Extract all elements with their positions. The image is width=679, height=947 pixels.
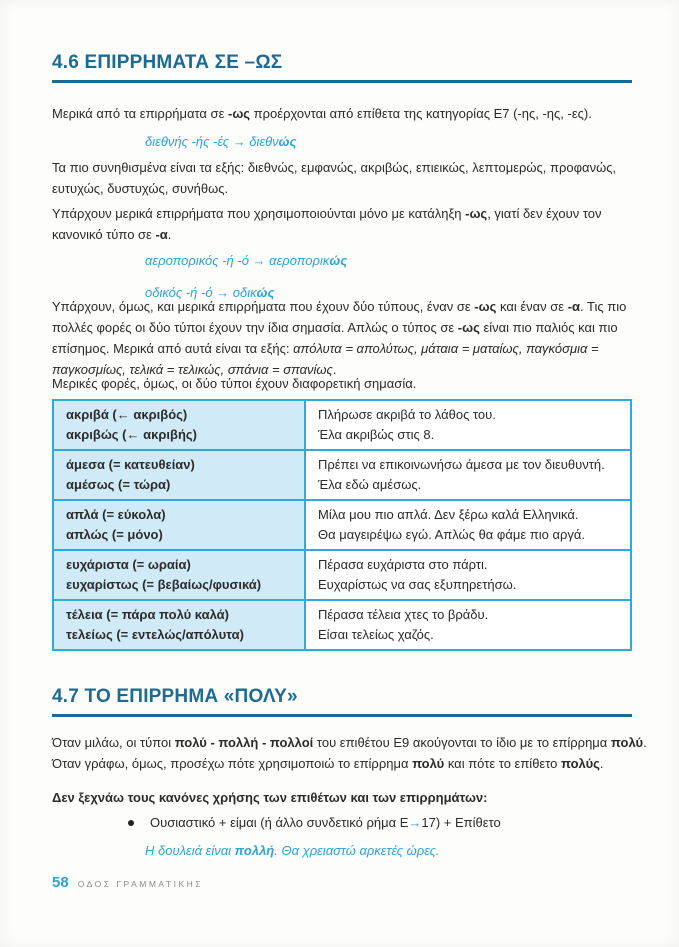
para-different-meaning	[52, 373, 634, 394]
text-segment: -α	[155, 227, 168, 242]
table-row	[53, 400, 631, 450]
text-segment: πολύ	[610, 735, 644, 750]
text-segment: .	[599, 756, 604, 771]
table-row	[53, 600, 631, 650]
example-sentences-cell	[305, 550, 631, 600]
table-row	[53, 500, 631, 550]
example-diethnos	[145, 131, 679, 152]
text-segment: . Θα χρειαστώ αρκετές ώρες.	[274, 843, 440, 858]
text-segment: Μερικές φορές, όμως, οι δύο τύποι έχουν διαφορετική σημασία.	[52, 376, 417, 391]
table-row	[53, 450, 631, 500]
para-common-adverbs	[52, 157, 634, 199]
text-segment: .	[332, 362, 337, 377]
cell-line: Έλα εδώ αμέσως.	[318, 477, 422, 492]
text-segment: πολύ - πολλή - πολλοί	[174, 735, 314, 750]
adverb-forms-cell	[53, 450, 305, 500]
text-segment: απόλυτα = απολύτως, μάταια = ματαίως, παγκόσμια = παγκοσμίως, τελικά = τελικώς, σπάνια = σπανίως	[52, 341, 599, 377]
text-segment: →	[408, 815, 422, 830]
text-segment: Ουσιαστικό + είμαι (ή άλλο συνδετικό ρήμα Ε	[150, 815, 409, 830]
rules-heading: Δεν ξεχνάω τους κανόνες χρήσης των επιθέτων και των επιρρημάτων:	[52, 790, 488, 805]
text-segment: και πότε το επίθετο	[444, 756, 562, 771]
rule-bullet-item	[52, 812, 634, 833]
text-segment: -ως	[474, 299, 497, 314]
section-47-title: 4.7 ΤΟ ΕΠΙΡΡΗΜΑ «ΠΟΛΥ»	[52, 686, 298, 707]
table-row	[53, 550, 631, 600]
cell-line: ευχαρίστως (= βεβαίως/φυσικά)	[66, 577, 262, 592]
example-sentences-cell	[305, 450, 631, 500]
cell-line: απλώς (= μόνο)	[66, 527, 163, 542]
cell-line: Μίλα μου πιο απλά. Δεν ξέρω καλά Ελληνικά.	[318, 507, 579, 522]
rule-bullet-text	[150, 812, 501, 833]
text-segment: -α	[567, 299, 581, 314]
cell-line: Είσαι τελείως χαζός.	[318, 627, 434, 642]
text-segment: Όταν γράφω, όμως, προσέχω πότε χρησιμοποιώ το επίρρημα	[52, 756, 413, 771]
adverb-forms-cell	[53, 600, 305, 650]
adverb-forms-cell	[53, 550, 305, 600]
text-segment: Τα πιο συνηθισμένα είναι τα εξής: διεθνώς, εμφανώς, ακριβώς, επιεικώς, λεπτομερώς, προφανώς, ευτυχώς, δυστυχώς, συνήθως.	[52, 160, 617, 196]
example-sentences-cell	[305, 500, 631, 550]
cell-line: ακριβώς (← ακριβής)	[66, 427, 197, 442]
adverb-forms-cell	[53, 500, 305, 550]
cell-line: Έλα ακριβώς στις 8.	[318, 427, 435, 442]
text-segment: -ως	[465, 206, 488, 221]
book-title: ΟΔΟΣ ΓΡΑΜΜΑΤΙΚΗΣ	[77, 879, 204, 889]
cell-line: αμέσως (= τώρα)	[66, 477, 171, 492]
text-segment: -ως	[457, 320, 480, 335]
text-segment: .	[643, 735, 647, 750]
text-segment: διεθνής -ής -ές → διεθν	[145, 134, 279, 149]
text-segment: είναι πιο παλιός και πιο επίσημος. Μερικά από αυτά είναι τα εξής:	[52, 320, 618, 356]
text-segment: ώς	[256, 285, 275, 300]
text-segment: Όταν μιλάω, οι τύποι	[52, 735, 175, 750]
text-segment: Υπάρχουν, όμως, και μερικά επιρρήματα που έχουν δύο τύπους, έναν σε	[52, 299, 475, 314]
cell-line: Πέρασα τέλεια χτες το βράδυ.	[318, 607, 489, 622]
text-segment: 17) + Επίθετο	[421, 815, 501, 830]
example-aeroporikos	[145, 250, 679, 271]
cell-line: τελείως (= εντελώς/απόλυτα)	[66, 627, 244, 642]
text-segment: πολύς	[561, 756, 600, 771]
para-adverb-origin	[52, 103, 634, 124]
para-two-forms	[52, 296, 634, 380]
adverb-table-body	[53, 400, 631, 650]
cell-line: Θα μαγειρέψω εγώ. Απλώς θα φάμε πιο αργά.	[318, 527, 586, 542]
cell-line: ευχάριστα (= ωραία)	[66, 557, 191, 572]
cell-line: τέλεια (= πάρα πολύ καλά)	[66, 607, 229, 622]
text-segment: και έναν σε	[496, 299, 568, 314]
text-segment: οδικός -ή -ό → οδικ	[145, 285, 257, 300]
adverb-forms-cell	[53, 400, 305, 450]
text-segment: ώς	[278, 134, 297, 149]
page-footer	[52, 874, 203, 891]
cell-line: Ευχαρίστως να σας εξυπηρετήσω.	[318, 577, 517, 592]
example-polli	[145, 840, 679, 861]
page-number: 58	[52, 874, 69, 891]
section-46-title-rule	[52, 80, 632, 83]
text-segment: πολλή	[234, 843, 275, 858]
text-segment: , γιατί δεν έχουν τον κανονικό τύπο σε	[52, 206, 602, 242]
cell-line: ακριβά (← ακριβός)	[66, 407, 188, 422]
adverb-comparison-table	[52, 399, 632, 651]
text-segment: Μερικά από τα επιρρήματα σε	[52, 106, 228, 121]
example-sentences-cell	[305, 400, 631, 450]
text-segment: Υπάρχουν μερικά επιρρήματα που χρησιμοποιούνται μόνο με κατάληξη	[52, 206, 466, 221]
para-only-os-ending	[52, 203, 634, 245]
text-segment: προέρχονται από επίθετα της κατηγορίας Ε7 (-ης, -ης, -ες).	[250, 106, 592, 121]
cell-line: απλά (= εύκολα)	[66, 507, 166, 522]
example-sentences-cell	[305, 600, 631, 650]
cell-line: Πλήρωσε ακριβά το λάθος του.	[318, 407, 496, 422]
section-47-title-rule	[52, 714, 632, 717]
section-46-title: 4.6 ΕΠΙΡΡΗΜΑΤΑ ΣΕ –ΩΣ	[52, 52, 283, 73]
text-segment: αεροπορικός -ή -ό → αεροπορικ	[145, 253, 330, 268]
para-poly-intro-line1	[52, 732, 647, 753]
cell-line: άμεσα (= κατευθείαν)	[66, 457, 195, 472]
para-poly-intro-line2	[52, 753, 634, 774]
text-segment: . Τις πιο πολλές φορές οι δύο τύποι έχουν την ίδια σημασία. Απλώς ο τύπος σε	[52, 299, 627, 335]
text-segment: πολύ	[412, 756, 445, 771]
text-segment: Η δουλειά είναι	[145, 843, 235, 858]
text-segment: .	[167, 227, 172, 242]
cell-line: Πέρασα ευχάριστα στο πάρτι.	[318, 557, 488, 572]
bullet-icon	[128, 820, 134, 826]
cell-line: Πρέπει να επικοινωνήσω άμεσα με τον διευθυντή.	[318, 457, 605, 472]
text-segment: ώς	[329, 253, 348, 268]
text-segment: του επιθέτου Ε9 ακούγονται το ίδιο με το επίρρημα	[313, 735, 611, 750]
text-segment: -ως	[227, 106, 251, 121]
